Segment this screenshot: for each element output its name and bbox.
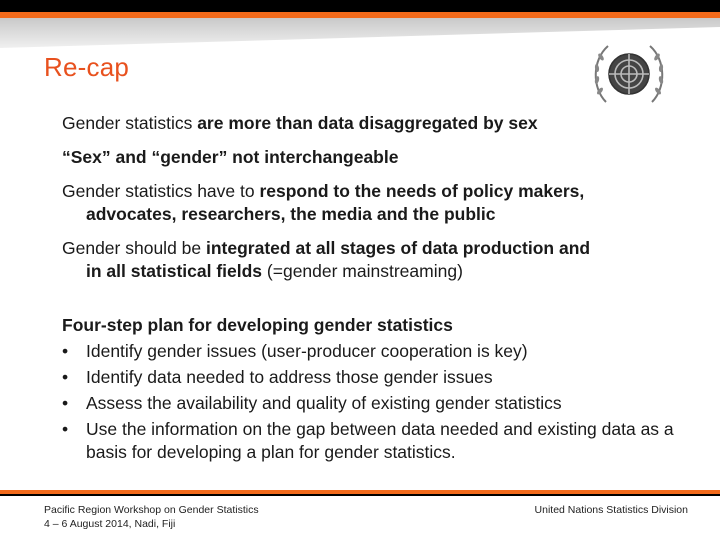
step-text: Assess the availability and quality of existing gender statistics: [86, 393, 562, 413]
step-text: Identify data needed to address those gender issues: [86, 367, 493, 387]
point-4-cont-text: (=gender mainstreaming): [262, 261, 463, 281]
point-1-text: Gender statistics: [62, 113, 193, 133]
point-4: [62, 237, 682, 283]
step-text: Use the information on the gap between data needed and existing data as a basis for developing a plan for gender statistics.: [86, 419, 674, 462]
plan-steps: [62, 340, 682, 464]
point-1-bold: are more than data disaggregated by sex: [192, 113, 538, 133]
bullet-icon: •: [62, 393, 69, 413]
point-3-bold: respond to the needs of policy makers,: [259, 181, 585, 201]
point-4-cont-bold: in all statistical fields: [86, 261, 263, 281]
point-4-continuation: [62, 260, 682, 283]
list-item: [62, 340, 682, 363]
point-3-continuation: advocates, researchers, the media and the public: [86, 204, 496, 224]
point-4-text: Gender should be: [62, 238, 206, 258]
point-2-bold: “Sex” and “gender” not interchangeable: [62, 147, 399, 167]
list-item: [62, 392, 682, 415]
slide-title: Re-cap: [44, 52, 130, 82]
footer-event: [44, 503, 259, 531]
bullet-icon: •: [62, 367, 69, 387]
point-1: [62, 112, 682, 135]
list-item: [62, 366, 682, 389]
footer-black-rule: [0, 494, 720, 496]
top-black-bar: [0, 0, 720, 12]
plan-heading: Four-step plan for developing gender statistics: [62, 315, 453, 335]
step-text: Identify gender issues (user-producer cooperation is key): [86, 341, 528, 361]
bullet-icon: •: [62, 419, 69, 439]
point-3-text: Gender statistics have to: [62, 181, 260, 201]
spacer: [62, 294, 682, 314]
bullet-icon: •: [62, 341, 69, 361]
top-orange-bar: [0, 12, 720, 18]
footer-event-title: Pacific Region Workshop on Gender Statistics: [44, 504, 259, 516]
un-emblem-icon: [584, 36, 674, 116]
point-4-bold: integrated at all stages of data production and: [206, 238, 591, 258]
footer-event-date: 4 – 6 August 2014, Nadi, Fiji: [44, 518, 176, 530]
point-3: [62, 180, 682, 226]
slide-body: [62, 112, 682, 467]
footer-organization: United Nations Statistics Division: [534, 504, 688, 516]
list-item: [62, 418, 682, 464]
point-2: [62, 146, 682, 169]
